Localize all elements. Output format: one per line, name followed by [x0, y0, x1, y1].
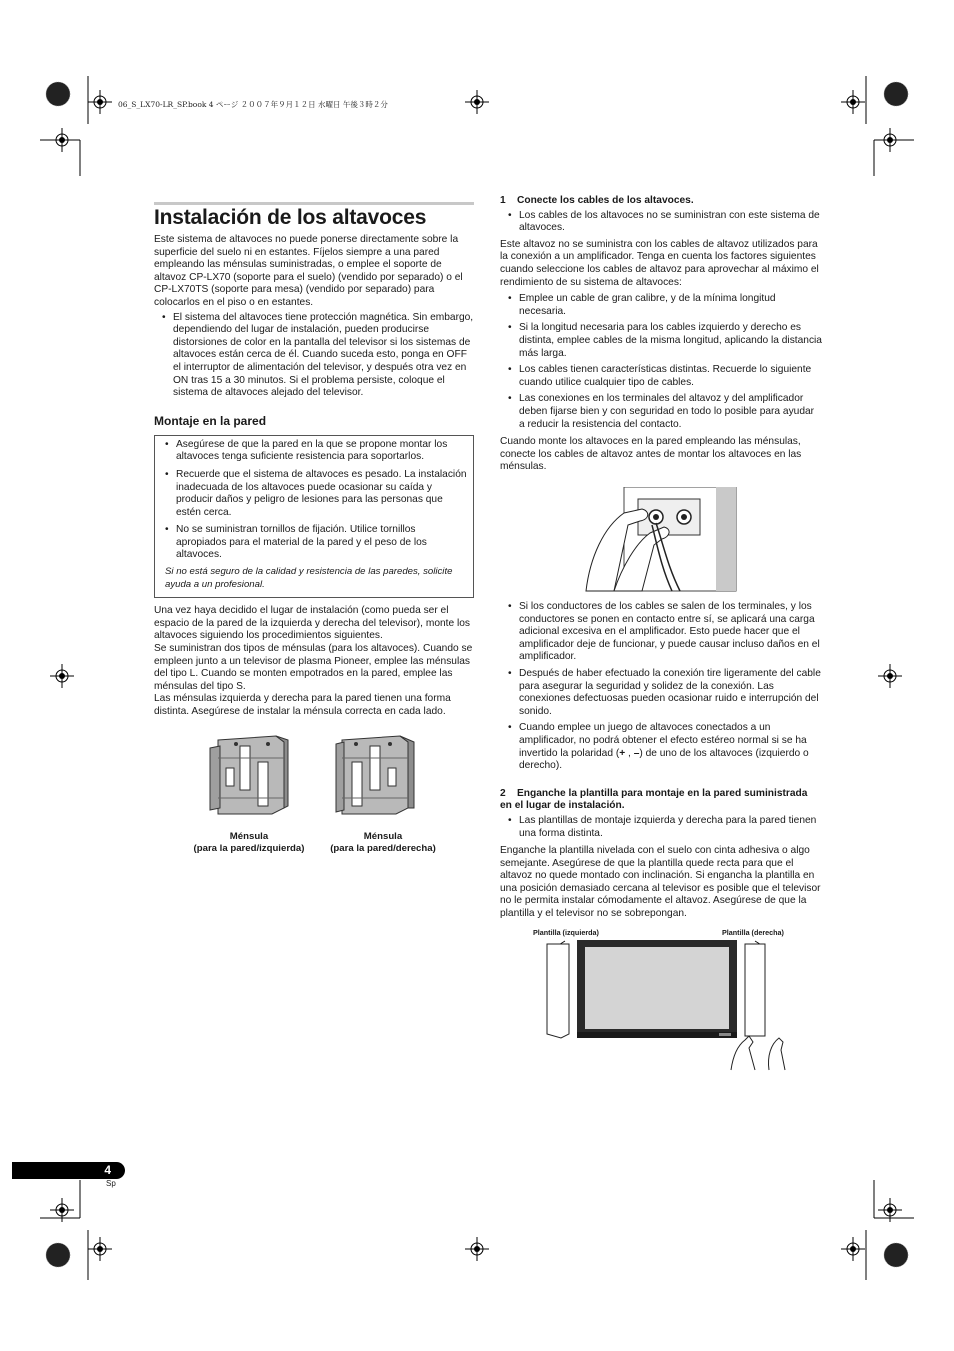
corner-target-icon: [882, 1241, 910, 1269]
crosshair-icon: [878, 664, 902, 688]
page-title: Instalación de los altavoces: [154, 206, 427, 229]
bracket-right-illustration: [334, 728, 420, 816]
caption-line: (para la pared/izquierda): [193, 843, 305, 854]
intro-paragraph: Este sistema de altavoces no puede ponerse directamente sobre la superficie del suelo ni en estantes. Fíjelos siempre a una pared empleando las ménsulas suministradas, o emplee el soporte de altavoz CP-LX70 (soporte para el suelo) (vendido por separado) o el CP-LX70TS (soporte para mesa) (vendido por separado) para colocarlos en el piso o en estantes.: [154, 234, 463, 308]
caution-bullet: • Si los conductores de los cables se salen de los terminales, y los conductores se ponen en contacto entre sí, se aplicará una carga adicional excesiva en el amplificador. Esto puede hacer que el amplificador deje de funcionar, y puede causar incluso daños en el amplificador.: [500, 601, 822, 664]
page-number-tab: [12, 1162, 125, 1179]
crosshair-icon: [878, 1198, 902, 1222]
cable-bullet: • Emplee un cable de gran calibre, y de la mínima longitud necesaria.: [500, 293, 822, 318]
cable-bullet: • Las conexiones en los terminales del altavoz y del amplificador deben fijarse bien y con seguridad en todo lo posible para ayudar a reducir la resistencia del contacto.: [500, 393, 822, 431]
crosshair-icon: [841, 90, 865, 114]
page-language: Sp: [106, 1179, 116, 1188]
cable-bullet: • Si la longitud necesaria para los cables izquierdo y derecho es distinta, emplee cables de la misma longitud, aplicando la distancia más larga.: [500, 322, 822, 360]
step-1-bullet: • Los cables de los altavoces no se suministran con este sistema de altavoces.: [500, 210, 822, 235]
crosshair-icon: [465, 1237, 489, 1261]
template-left-label: Plantilla (izquierda): [533, 928, 599, 937]
caution-item: • Recuerde que el sistema de altavoces es pesado. La instalación inadecuada de los altavoces puede ocasionar su caída y producir daños y peligro de lesiones para las personas que estén cerca.: [157, 469, 467, 519]
caption-line: (para la pared/derecha): [330, 843, 436, 854]
crosshair-icon: [50, 664, 74, 688]
caution-item: • No se suministran tornillos de fijación. Utilice tornillos apropiados para el material de la pared y el peso de los altavoces.: [157, 524, 467, 562]
caution-box: [154, 435, 474, 599]
polarity-text-end: ) de uno de los altavoces (izquierdo o derecho).: [519, 747, 809, 772]
corner-target-icon: [882, 80, 910, 108]
polarity-bullet: [500, 722, 822, 772]
wall-connection-paragraph: Cuando monte los altavoces en la pared empleando las ménsulas, conecte los cables de altavoz antes de montar los altavoces en las ménsulas.: [500, 436, 802, 473]
caution-note: Si no está seguro de la calidad y resistencia de las paredes, solicite ayuda a un profesional.: [165, 566, 453, 590]
template-tv-illustration: [543, 938, 791, 1074]
placement-paragraph: Una vez haya decidido el lugar de instalación (como pueda ser el espacio de la pared de la izquierda y derecha del televisor), monte los altavoces siguiendo los procedimientos siguientes.: [154, 605, 470, 642]
step-2-bullet: • Las plantillas de montaje izquierda y derecha para la pared tienen una forma distinta.: [500, 815, 822, 840]
bracket-left-illustration: [206, 728, 292, 816]
crosshair-icon: [50, 128, 74, 152]
right-column-middle: [500, 601, 822, 921]
section-title: Montaje en la pared: [154, 413, 267, 428]
crosshair-icon: [50, 1198, 74, 1222]
bracket-right-caption: [308, 831, 458, 855]
step-2-paragraph: Enganche la plantilla nivelada con el suelo con cinta adhesiva o algo semejante. Asegúrese de que la plantilla quede recta para que el altavoz no quede montado con inclinación. Si engancha la plantilla en una posición demasiado cercana al televisor es posible que el televisor no le permita instalar cómodamente el altavoz. Asegúrese de que la plantilla y el televisor no se sobrepongan.: [500, 845, 821, 920]
print-header: 06_S_LX70-LR_SP.book 4 ページ ２００７年９月１２日 水曜日 午後３時２分: [118, 100, 388, 109]
crosshair-icon: [465, 90, 489, 114]
bracket-side-paragraph: Las ménsulas izquierda y derecha para la pared tienen una forma distinta. Asegúrese de instalar la ménsula correcta en cada lado.: [154, 693, 451, 717]
crosshair-icon: [841, 1237, 865, 1261]
crosshair-icon: [88, 90, 112, 114]
title-rule: [154, 202, 474, 205]
template-right-label: Plantilla (derecha): [722, 928, 784, 937]
cable-bullet: • Los cables tienen características distintas. Recuerde lo siguiente cuando utilice cualquier tipo de cables.: [500, 364, 822, 389]
step-1-paragraph: Este altavoz no se suministra con los cables de altavoz utilizados para la conexión a un amplificador. Tenga en cuenta los factores siguientes cuando seleccione los cables de altavoz para aprovechar al máximo el rendimiento de su sistema de altavoces:: [500, 238, 819, 288]
step-2-title: Enganche la plantilla para montaje en la pared suministrada en el lugar de instalación.: [500, 787, 808, 812]
right-column-top: [500, 195, 822, 474]
caption-line: Ménsula: [229, 831, 269, 842]
caution-item: • Asegúrese de que la pared en la que se propone montar los altavoces tenga suficiente resistencia para soportarlos.: [157, 439, 467, 464]
crosshair-icon: [878, 128, 902, 152]
page-number: 4: [104, 1163, 111, 1177]
corner-target-icon: [44, 1241, 72, 1269]
polarity-plus: +: [619, 747, 626, 759]
step-1-heading: [500, 195, 822, 208]
step-1-title: Conecte los cables de los altavoces.: [517, 195, 694, 206]
bracket-left-caption: [168, 831, 330, 855]
caution-bullet: • Después de haber efectuado la conexión tire ligeramente del cable para asegurar la seguridad y solidez de la conexión. Las conexiones defectuosas pueden ocasionar ruido e interrupción del sonido.: [500, 668, 822, 718]
left-column: [154, 202, 474, 719]
bracket-types-paragraph: Se suministran dos tipos de ménsulas (para los altavoces). Cuando se empleen junto a un televisor de plasma Pioneer, emplee las ménsulas del tipo L. Cuando se monten empotrados en la pared, emplee las ménsulas del tipo S.: [154, 643, 473, 692]
step-1-number: 1: [500, 195, 506, 206]
step-2-heading: [500, 788, 822, 813]
cable-connection-illustration: [584, 487, 738, 593]
step-2-number: 2: [500, 787, 506, 799]
crosshair-icon: [88, 1237, 112, 1261]
corner-target-icon: [44, 80, 72, 108]
polarity-sep: ,: [625, 747, 634, 759]
polarity-minus: –: [633, 747, 640, 759]
caption-line: Ménsula: [363, 831, 403, 842]
polarity-text: Cuando emplee un juego de altavoces conectados a un amplificador, no podrá obtener el efecto estéreo normal si se ha invertido la polaridad (: [519, 722, 807, 759]
intro-bullet: • El sistema del altavoces tiene protección magnética. Sin embargo, dependiendo del lugar de instalación, pueden producirse distorsiones de color en la pantalla del televisor si los sistemas de altavoces están cerca de él. Cuando suceda esto, ponga en OFF el interruptor de alimentación del televisor, y después otra vez en ON tras 15 a 30 minutos. Si el problema persiste, coloque el sistema de altavoces alejado del televisor.: [154, 312, 474, 400]
